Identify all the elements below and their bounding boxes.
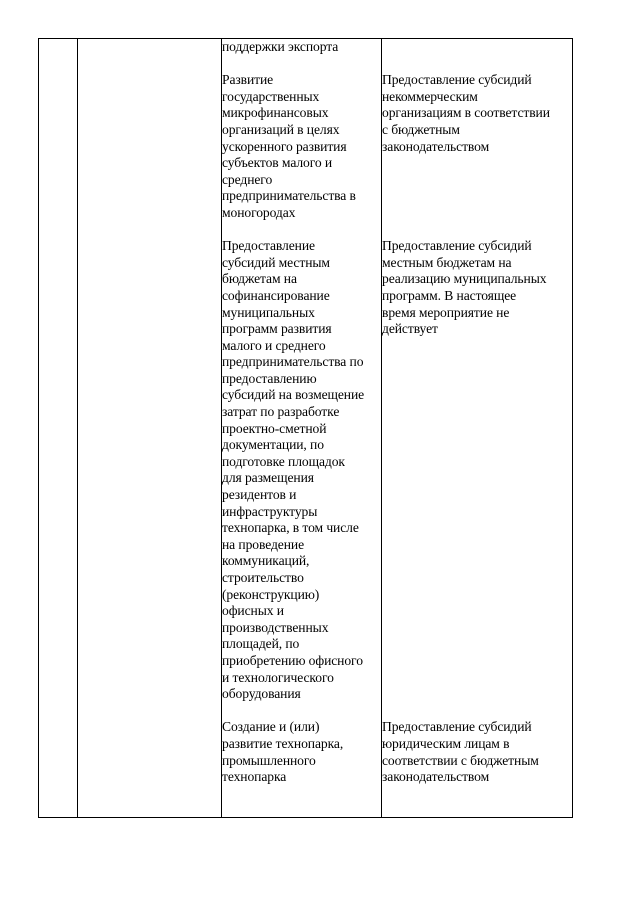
text-line: Предоставление субсидий: [382, 719, 532, 735]
paragraph-gap: [382, 703, 572, 720]
text-line: предоставлению: [222, 370, 317, 386]
text-line: [382, 338, 572, 355]
text-line: приобретению офисного: [222, 652, 363, 668]
text-line: промышленного: [222, 752, 316, 768]
text-line: технопарка, в том числе: [222, 520, 359, 536]
text-line: субсидий на возмещение: [222, 387, 365, 403]
text-line: [382, 487, 572, 504]
text-line: ускоренного развития: [222, 138, 347, 154]
text-line: действует: [382, 321, 438, 337]
text-line: малого и среднего: [222, 337, 326, 353]
text-line: затрат по разработке: [222, 404, 340, 420]
paragraph-gap: [222, 222, 381, 239]
text-line: [382, 553, 572, 570]
text-line: площадей, по: [222, 636, 300, 652]
text-line: законодательством: [382, 138, 490, 154]
text-line: [382, 686, 572, 703]
measure-text: [222, 719, 381, 785]
text-line: субсидий местным: [222, 254, 330, 270]
measure-text: [222, 72, 381, 221]
number-cell: [39, 39, 78, 818]
text-line: проектно-сметной: [222, 420, 327, 436]
text-line: [382, 570, 572, 587]
text-line: [382, 537, 572, 554]
text-line: строительство: [222, 570, 304, 585]
text-line: технопарка: [222, 769, 287, 785]
text-line: [382, 603, 572, 620]
paragraph-gap: [222, 56, 381, 73]
text-line: [382, 188, 572, 205]
text-line: офисных и: [222, 603, 284, 619]
text-line: организаций в целях: [222, 121, 340, 137]
text-line: муниципальных: [222, 304, 315, 320]
text-line: [382, 587, 572, 604]
measure-column: [222, 39, 382, 818]
support-form-text: [382, 238, 572, 703]
support-form-text: [382, 72, 572, 221]
text-line: [382, 620, 572, 637]
text-line: некоммерческим: [382, 88, 478, 104]
text-line: [382, 636, 572, 653]
text-line: организациям в соответствии: [382, 105, 550, 121]
text-line: реализацию муниципальных: [382, 271, 547, 287]
paragraph-gap: [222, 703, 381, 720]
text-line: [382, 354, 572, 371]
text-line: предпринимательства в: [222, 188, 356, 204]
text-line: [382, 172, 572, 189]
paragraph-gap: [382, 222, 572, 239]
text-line: документации, по: [222, 437, 324, 453]
text-line: Предоставление субсидий: [382, 238, 532, 254]
support-form-text: [382, 719, 572, 785]
support-form-text: [382, 39, 572, 56]
text-line: [382, 39, 572, 56]
text-line: [382, 653, 572, 670]
text-line: [382, 205, 572, 222]
text-line: субъектов малого и: [222, 155, 333, 171]
table-row: [39, 39, 573, 818]
text-line: [382, 470, 572, 487]
text-line: инфраструктуры: [222, 503, 318, 519]
text-line: [382, 404, 572, 421]
text-line: программ. В настоящее: [382, 287, 517, 303]
text-line: софинансирование: [222, 287, 330, 303]
text-line: [382, 155, 572, 172]
text-line: [382, 454, 572, 471]
text-line: [382, 437, 572, 454]
text-line: [382, 520, 572, 537]
text-line: производственных: [222, 619, 329, 635]
text-line: юридическим лицам в: [382, 735, 510, 751]
text-line: с бюджетным: [382, 121, 460, 137]
text-line: программ развития: [222, 321, 332, 337]
text-line: для размещения: [222, 470, 314, 486]
text-line: [382, 670, 572, 687]
text-line: законодательством: [382, 769, 490, 785]
program-cell: [78, 39, 222, 818]
text-line: время мероприятие не: [382, 304, 510, 320]
text-line: Предоставление субсидий: [382, 72, 532, 88]
text-line: [382, 371, 572, 388]
text-line: Развитие: [222, 72, 274, 88]
text-line: оборудования: [222, 686, 301, 702]
support-form-column: [382, 39, 573, 818]
text-line: поддержки экспорта: [222, 39, 339, 54]
text-line: Создание и (или): [222, 719, 320, 735]
measure-text: [222, 39, 381, 56]
text-line: [382, 504, 572, 521]
text-line: развитие технопарка,: [222, 735, 344, 751]
text-line: Предоставление: [222, 238, 315, 254]
text-line: на проведение: [222, 536, 305, 552]
text-line: среднего: [222, 171, 273, 187]
text-line: резидентов и: [222, 487, 297, 503]
text-line: бюджетам на: [222, 271, 297, 287]
text-line: [382, 421, 572, 438]
text-line: и технологического: [222, 669, 334, 685]
text-line: коммуникаций,: [222, 553, 310, 569]
measure-text: [222, 238, 381, 703]
text-line: местным бюджетам на: [382, 254, 512, 270]
text-line: соответствии с бюджетным: [382, 752, 539, 768]
paragraph-gap: [382, 56, 572, 73]
text-line: [382, 387, 572, 404]
text-line: подготовке площадок: [222, 453, 345, 469]
support-measures-table: [38, 38, 573, 818]
text-line: предпринимательства по: [222, 354, 364, 370]
text-line: государственных: [222, 88, 320, 104]
text-line: моногородах: [222, 204, 296, 220]
text-line: (реконструкцию): [222, 586, 320, 602]
text-line: микрофинансовых: [222, 105, 329, 121]
